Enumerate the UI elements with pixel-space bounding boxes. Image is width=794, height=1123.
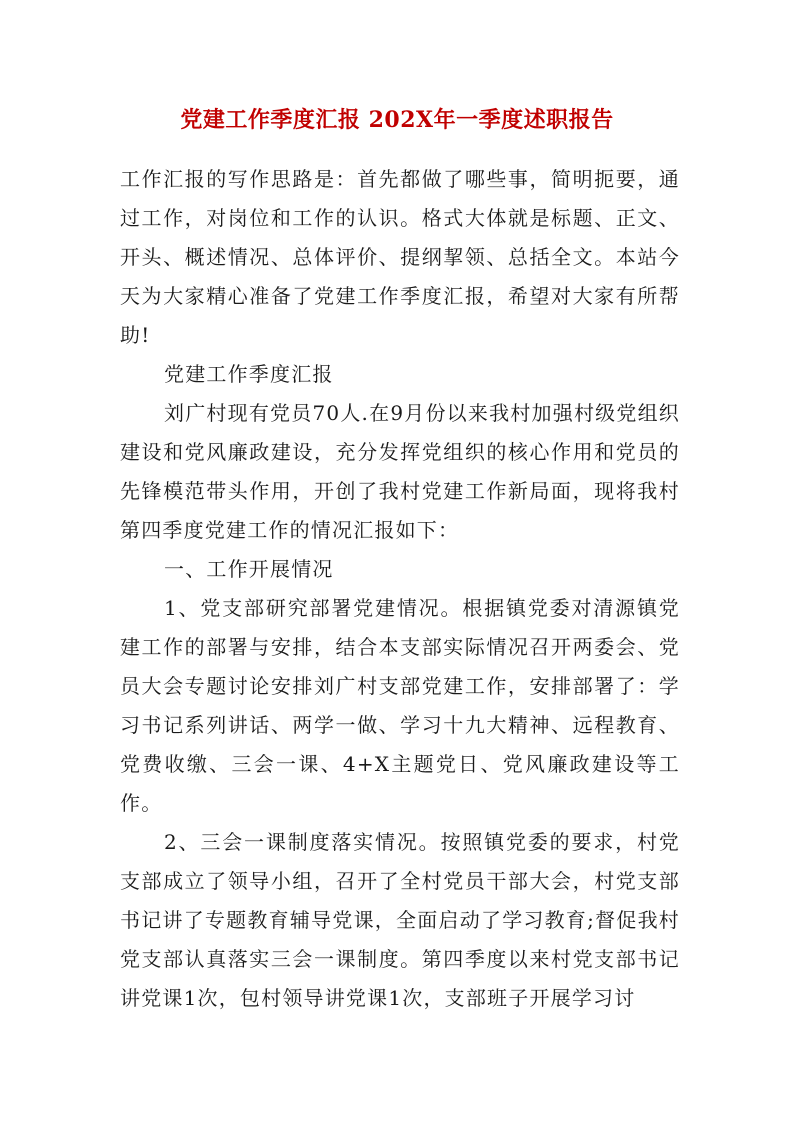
section-heading: 一、工作开展情况 xyxy=(164,557,334,581)
body-paragraph: 刘广村现有党员70人.在9月份以来我村加强村级党组织建设和党风廉政建设，充分发挥党组织的核心作用和党员的先锋模范带头作用，开创了我村党建工作新局面，现将我村第四季度党建工作的情况汇报如下： xyxy=(120,401,680,542)
document-body xyxy=(120,160,680,1018)
document-title: 党建工作季度汇报 202X年一季度述职报告 xyxy=(180,107,614,133)
body-paragraph: 2、三会一课制度落实情况。按照镇党委的要求，村党支部成立了领导小组，召开了全村党员干部大会，村党支部书记讲了专题教育辅导党课，全面启动了学习教育;督促我村党支部认真落实三会一课制度。第四季度以来村党支部书记讲党课1次，包村领导讲党课1次，支部班子开展学习讨 xyxy=(120,830,680,1010)
section-heading: 党建工作季度汇报 xyxy=(164,362,334,386)
intro-paragraph: 工作汇报的写作思路是：首先都做了哪些事，简明扼要，通过工作，对岗位和工作的认识。格式大体就是标题、正文、开头、概述情况、总体评价、提纲挈领、总括全文。本站今天为大家精心准备了党建工作季度汇报，希望对大家有所帮助! xyxy=(120,167,680,347)
body-paragraph: 1、党支部研究部署党建情况。根据镇党委对清源镇党建工作的部署与安排，结合本支部实际情况召开两委会、党员大会专题讨论安排刘广村支部党建工作，安排部署了：学习书记系列讲话、两学一做、学习十九大精神、远程教育、党费收缴、三会一课、4+X主题党日、党风廉政建设等工作。 xyxy=(120,596,680,815)
